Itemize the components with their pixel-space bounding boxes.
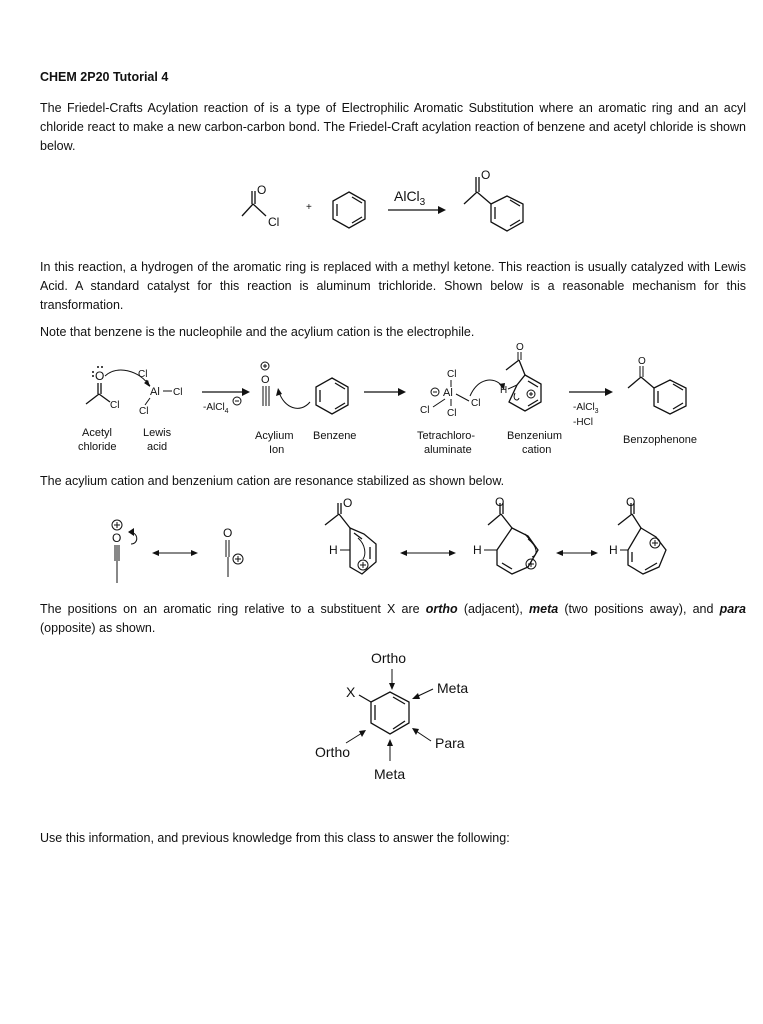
mech-benzenium-cation <box>500 342 541 411</box>
svg-text:H: H <box>329 543 338 557</box>
svg-text:H: H <box>500 385 508 396</box>
svg-text:Cl: Cl <box>139 406 149 417</box>
resonance-paragraph: The acylium cation and benzenium cation are resonance stabilized as shown below. <box>40 474 505 488</box>
svg-text:Al: Al <box>443 387 453 399</box>
label-acetyl-chloride-1: Acetyl <box>82 427 112 439</box>
svg-text:H: H <box>609 543 618 557</box>
svg-text:Cl: Cl <box>447 408 457 419</box>
label-lewis-1: Lewis <box>143 427 172 439</box>
reaction-arrow <box>388 188 446 214</box>
label-acylium-2: Ion <box>269 444 285 456</box>
label-tetrachloro-1: Tetrachloro- <box>417 430 476 442</box>
resonance-scheme <box>0 495 763 590</box>
svg-text:Cl: Cl <box>173 387 183 398</box>
svg-text:Cl: Cl <box>110 400 120 411</box>
acetophenone-product <box>464 168 523 231</box>
acylium-resonance-2 <box>223 526 243 577</box>
label-benzenium-2: cation <box>522 444 552 456</box>
acylium-resonance-1 <box>112 520 137 583</box>
scheme1-oxygen: O <box>257 183 267 197</box>
acetyl-chloride-structure <box>242 183 279 229</box>
catalyst-label: AlCl$_3$ <box>394 188 426 208</box>
ortho-top-label: Ortho <box>371 650 407 666</box>
benzene-ring <box>333 192 365 228</box>
svg-text:H: H <box>473 543 482 557</box>
label-acylium-1: Acylium <box>255 430 294 442</box>
svg-text:Cl: Cl <box>447 369 457 380</box>
resonance-arrow-2 <box>400 550 456 556</box>
mech-arrow-2 <box>364 388 406 396</box>
x-substituent-label: X <box>346 684 356 700</box>
resonance-arrow-1 <box>152 550 198 556</box>
mech-aluminum-chloride <box>138 369 182 417</box>
mech-benzene <box>316 378 348 414</box>
mech-product <box>628 356 686 414</box>
overall-reaction-scheme <box>0 160 763 250</box>
svg-text:Al: Al <box>150 386 160 398</box>
svg-text:-HCl: -HCl <box>573 417 593 428</box>
resonance-arrow-3 <box>556 550 598 556</box>
svg-text:Cl: Cl <box>420 405 430 416</box>
svg-text:Cl: Cl <box>471 398 481 409</box>
page-title: CHEM 2P20 Tutorial 4 <box>40 70 169 84</box>
svg-text:O: O <box>516 342 524 353</box>
svg-text:Cl: Cl <box>138 369 148 380</box>
positions-paragraph: The positions on an aromatic ring relative to a substituent X are ortho (adjacent), meta (two positions away), and para (opposite) as shown. <box>40 602 746 635</box>
ring-position-diagram <box>300 645 500 790</box>
label-tetrachloro-2: aluminate <box>424 444 472 456</box>
svg-text:O: O <box>626 495 636 509</box>
mech-acylium-ion <box>261 362 310 408</box>
label-benzophenone: Benzophenone <box>623 434 698 446</box>
label-acetyl-chloride-2: chloride <box>78 441 117 453</box>
svg-text:-AlCl4: -AlCl$_4$ <box>203 402 229 415</box>
svg-text:O: O <box>638 356 646 367</box>
para-label: Para <box>435 735 465 751</box>
mech-arrow-1 <box>202 388 250 415</box>
benzenium-resonance-2 <box>473 495 538 574</box>
intro-paragraph: The Friedel-Crafts Acylation reaction of is a type of Electrophilic Aromatic Substitution where an aromatic ring and an acyl chloride react to make a new carbon-carbon bond. The Friedel-Craft acylation reaction of benzene and acetyl chloride is shown below. <box>40 101 746 153</box>
mechanism-scheme <box>0 342 763 465</box>
svg-text:O: O <box>95 369 105 383</box>
svg-text:-AlCl3: -AlCl$_3$ <box>573 402 599 415</box>
benzenium-resonance-1 <box>325 496 376 574</box>
closing-paragraph: Use this information, and previous knowledge from this class to answer the following: <box>40 831 510 845</box>
svg-text:O: O <box>112 531 122 545</box>
mechanism-intro-paragraph: In this reaction, a hydrogen of the aromatic ring is replaced with a methyl ketone. This reaction is usually catalyzed with Lewis Acid. A standard catalyst for this reaction is aluminum trichloride. Shown below is a reasonable mechanism for this transformation. <box>40 260 746 312</box>
svg-text:O: O <box>481 168 491 182</box>
benzenium-resonance-3 <box>609 495 666 574</box>
svg-text:O: O <box>261 374 270 386</box>
meta-right-label: Meta <box>437 680 469 696</box>
nucleophile-note: Note that benzene is the nucleophile and the acylium cation is the electrophile. <box>40 325 475 339</box>
plus-sign: + <box>306 202 312 213</box>
svg-text:O: O <box>495 495 505 509</box>
ortho-term: ortho <box>425 602 458 616</box>
label-benzene: Benzene <box>313 430 357 442</box>
meta-bottom-label: Meta <box>374 766 406 782</box>
para-term: para <box>719 602 746 616</box>
label-benzenium-1: Benzenium <box>507 430 563 442</box>
svg-text:O: O <box>343 496 353 510</box>
ortho-left-label: Ortho <box>315 744 351 760</box>
scheme1-chlorine: Cl <box>268 215 280 229</box>
svg-text:O: O <box>223 526 233 540</box>
meta-term: meta <box>529 602 559 616</box>
mech-tetrachloroaluminate <box>420 369 508 419</box>
label-lewis-2: acid <box>147 441 168 453</box>
mech-arrow-3 <box>569 388 613 428</box>
